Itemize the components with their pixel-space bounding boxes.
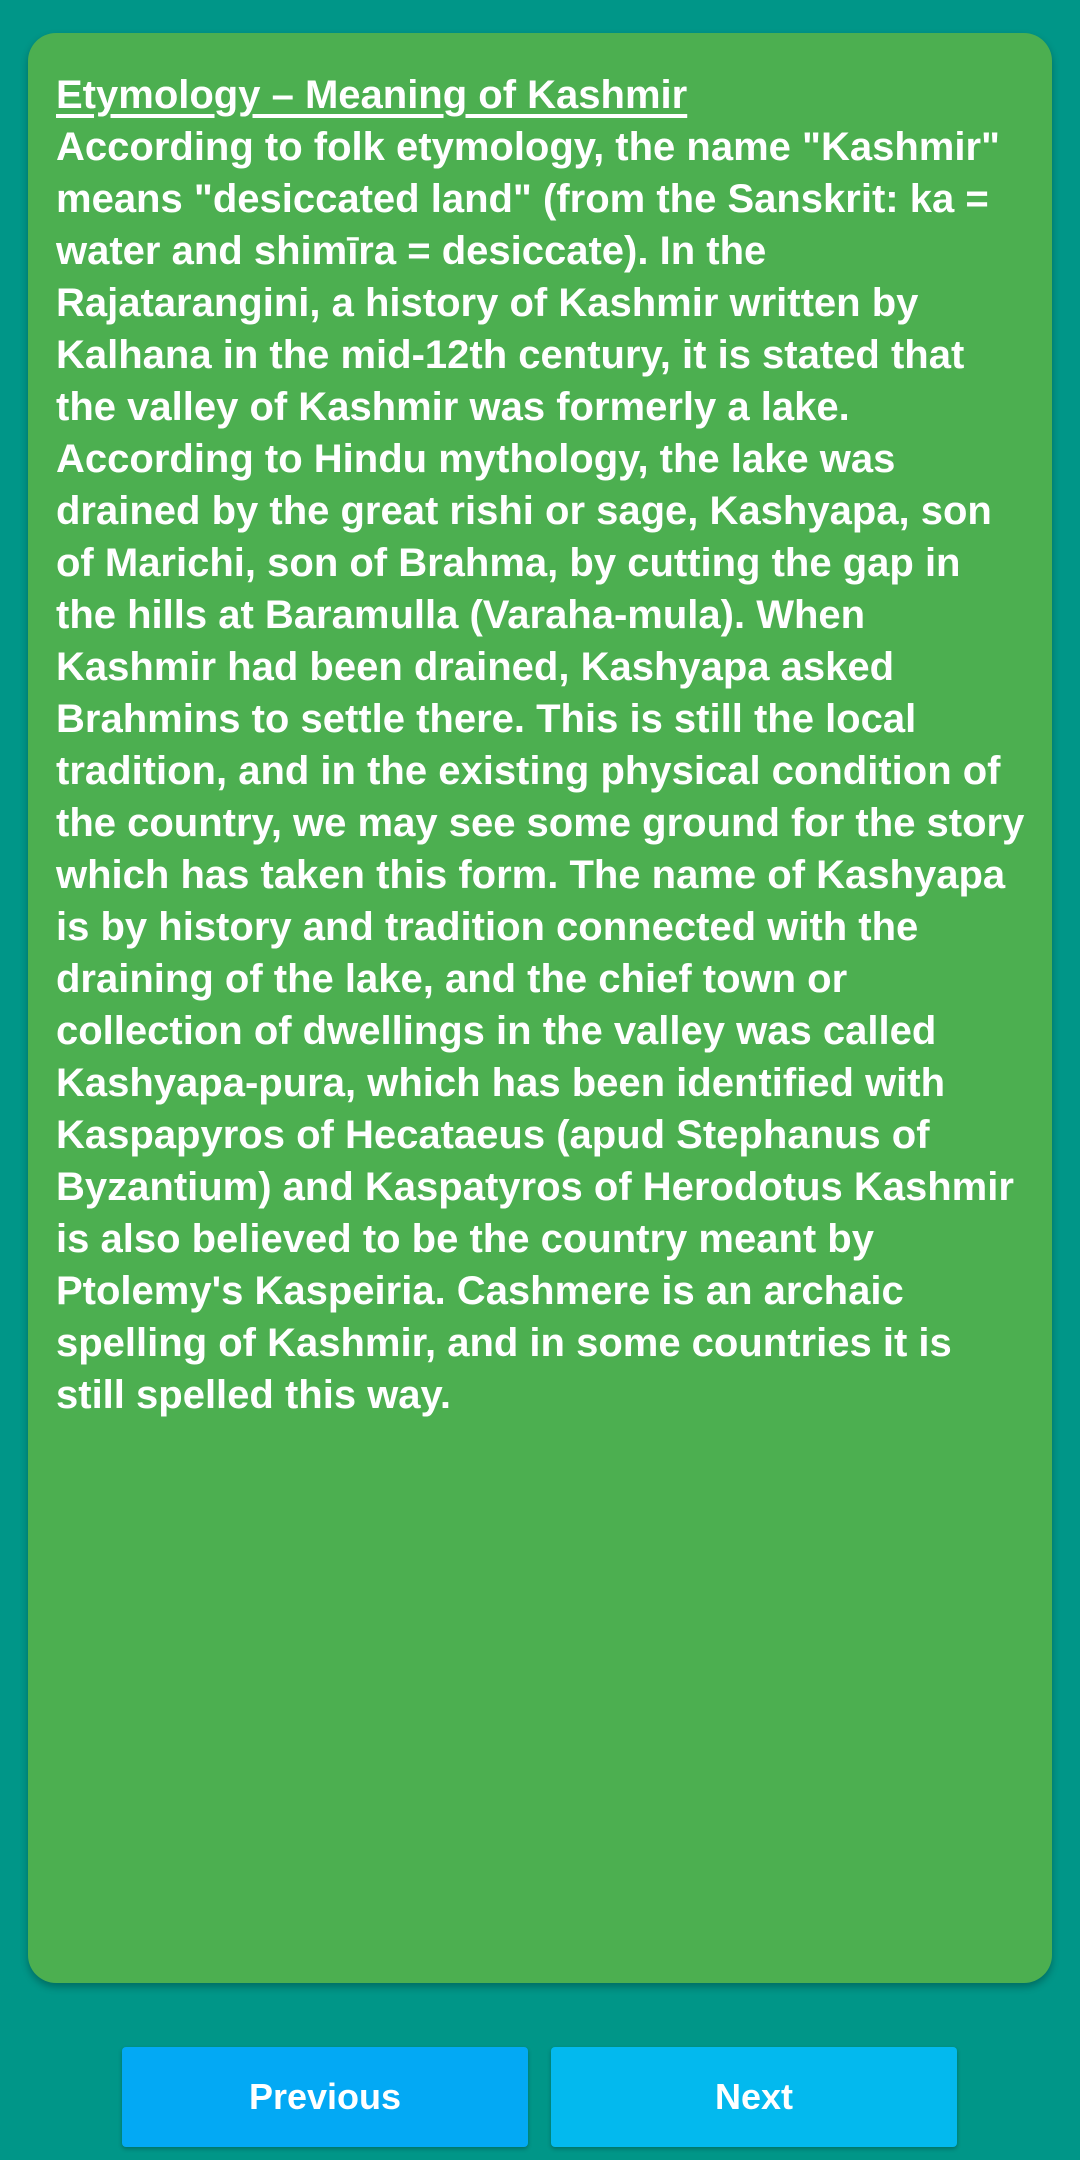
previous-button[interactable]: Previous [122, 2047, 528, 2147]
content-card [28, 33, 1052, 1983]
article-title: Etymology – Meaning of Kashmir [56, 73, 688, 117]
next-button[interactable]: Next [551, 2047, 957, 2147]
article-body: According to folk etymology, the name "Kashmir" means "desiccated land" (from the Sanskrit: ka = water and shimīra = desiccate). In the Rajatarangini, a history of Kashmir written by Kalhana in the mid-12th century, it is stated that the valley of Kashmir was formerly a lake. According to Hindu mythology, the lake was drained by the great rishi or sage, Kashyapa, son of Marichi, son of Brahma, by cutting the gap in the hills at Baramulla (Varaha-mula). When Kashmir had been drained, Kashyapa asked Brahmins to settle there. This is still the local tradition, and in the existing physical condition of the country, we may see some ground for the story which has taken this form. The name of Kashyapa is by history and tradition connected with the draining of the lake, and the chief town or collection of dwellings in the valley was called Kashyapa-pura, which has been identified with Kaspapyros of Hecataeus (apud Stephanus of Byzantium) and Kaspatyros of Herodotus Kashmir is also believed to be the country meant by Ptolemy's Kaspeiria. Cashmere is an archaic spelling of Kashmir, and in some countries it is still spelled this way. [56, 125, 1025, 1417]
